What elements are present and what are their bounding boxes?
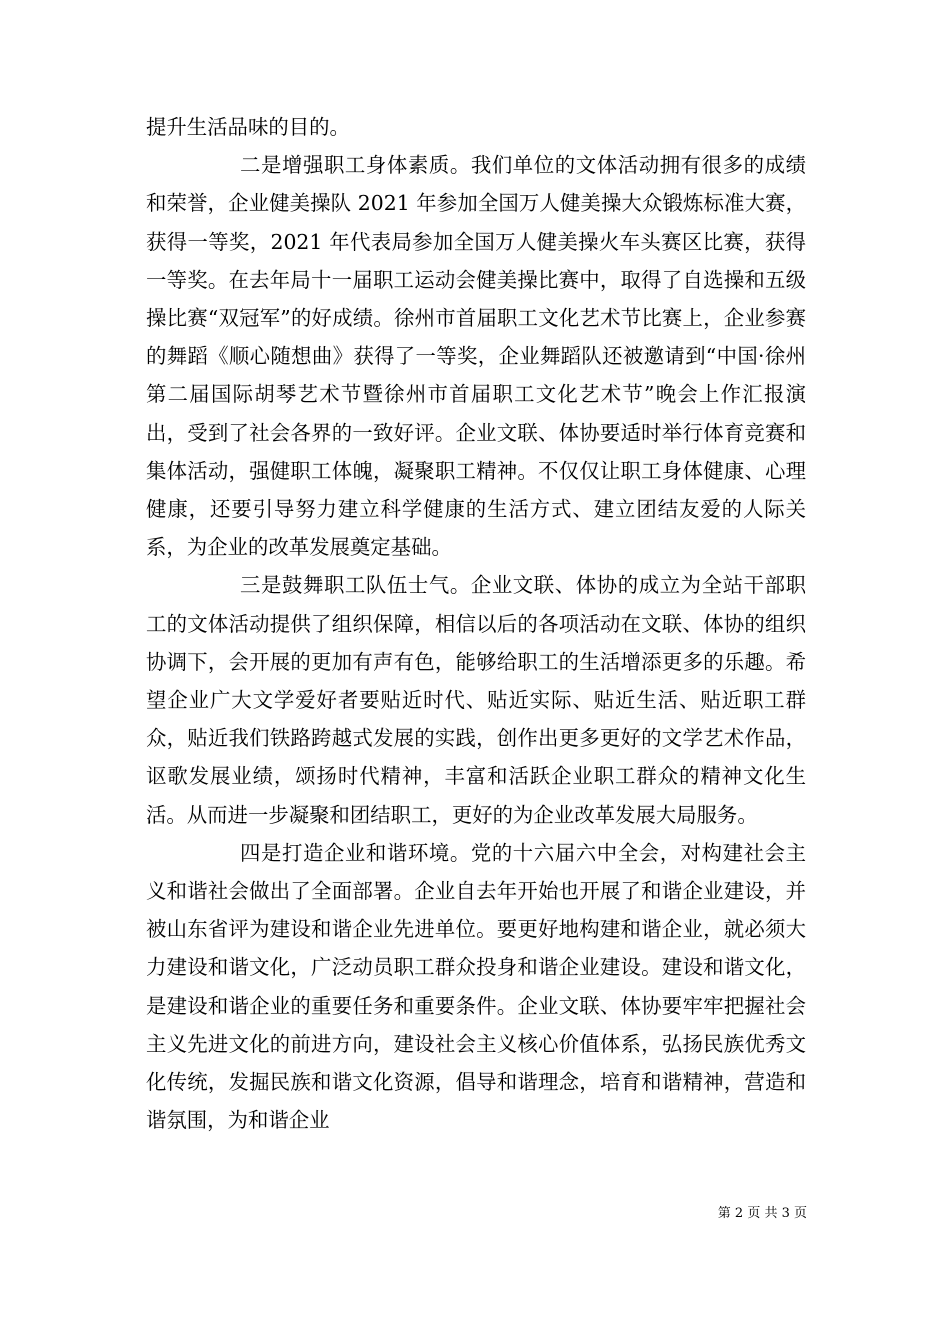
paragraph-morale: 三是鼓舞职工队伍士气。企业文联、体协的成立为全站干部职工的文体活动提供了组织保障，相信以后的各项活动在文联、体协的组织协调下，会开展的更加有声有色，能够给职工的生活增添更多的乐趣。希望企业广大文学爱好者要贴近时代、贴近实际、贴近生活、贴近职工群众，贴近我们铁路跨越式发展的实践，创作出更多更好的文学艺术作品，讴歌发展业绩，颂扬时代精神，丰富和活跃企业职工群众的精神文化生活。从而进一步凝聚和团结职工，更好的为企业改革发展大局服务。 [146, 573, 806, 827]
paragraph-physical-quality: 二是增强职工身体素质。我们单位的文体活动拥有很多的成绩和荣誉，企业健美操队 2021 年参加全国万人健美操大众锻炼标准大赛，获得一等奖，2021 年代表局参加全国万人健美操火车头赛区比赛，获得一等奖。在去年局十一届职工运动会健美操比赛中，取得了自选操和五级操比赛“双冠军”的好成绩。徐州市首届职工文化艺术节比赛上，企业参赛的舞蹈《顺心随想曲》获得了一等奖，企业舞蹈队还被邀请到“中国·徐州第二届国际胡琴艺术节暨徐州市首届职工文化艺术节”晚会上作汇报演出，受到了社会各界的一致好评。企业文联、体协要适时举行体育竞赛和集体活动，强健职工体魄，凝聚职工精神。不仅仅让职工身体健康、心理健康，还要引导努力建立科学健康的生活方式、建立团结友爱的人际关系，为企业的改革发展奠定基础。 [146, 153, 806, 560]
paragraph-continuation: 提升生活品味的目的。 [146, 115, 350, 139]
document-body [146, 108, 806, 1139]
paragraph-harmony: 四是打造企业和谐环境。党的十六届六中全会，对构建社会主义和谐社会做出了全面部署。企业自去年开始也开展了和谐企业建设，并被山东省评为建设和谐企业先进单位。要更好地构建和谐企业，就必须大力建设和谐文化，广泛动员职工群众投身和谐企业建设。建设和谐文化，是建设和谐企业的重要任务和重要条件。企业文联、体协要牢牢把握社会主义先进文化的前进方向，建设社会主义核心价值体系，弘扬民族优秀文化传统，发掘民族和谐文化资源，倡导和谐理念，培育和谐精神，营造和谐氛围，为和谐企业 [146, 840, 806, 1133]
page-number-footer: 第 2 页 共 3 页 [717, 1206, 807, 1221]
